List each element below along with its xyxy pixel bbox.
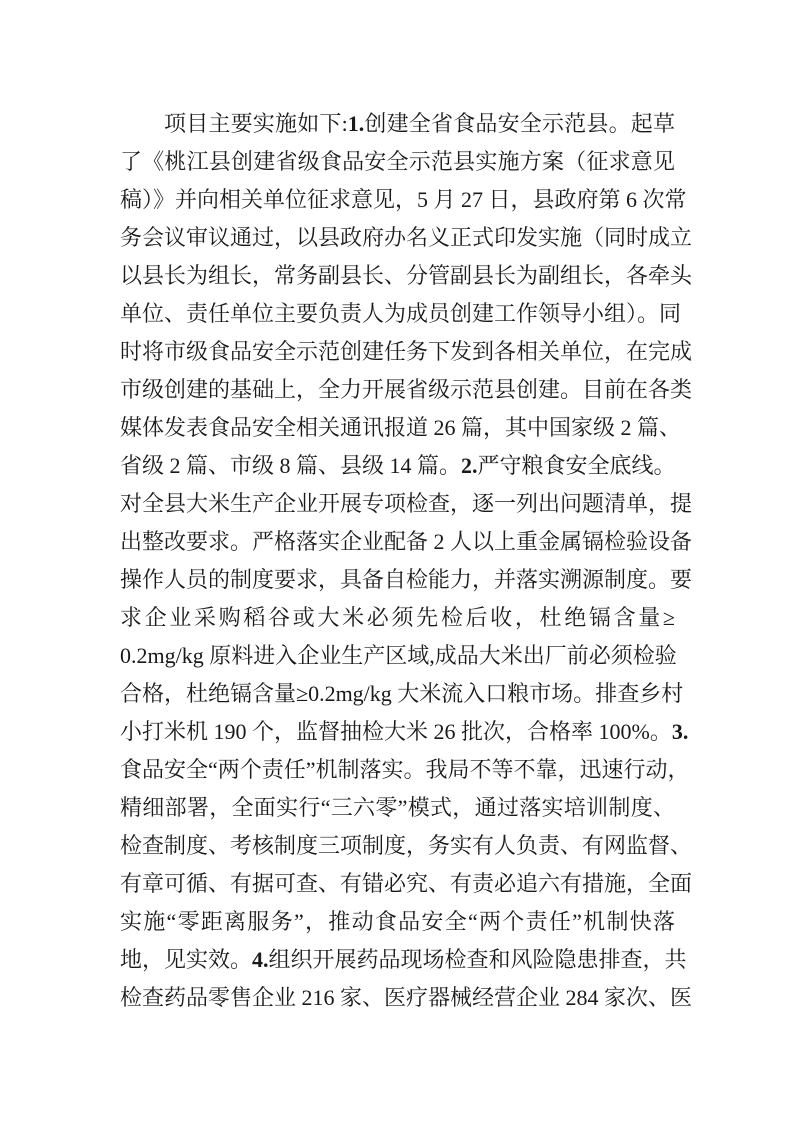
document-line xyxy=(120,485,693,523)
document-line xyxy=(120,409,682,447)
document-line xyxy=(120,181,687,219)
document-line xyxy=(120,713,689,751)
list-item-number: 1. xyxy=(347,111,365,136)
text-segment: 以县长为组长，常务副县长、分管副县长为副组长，各牵头 xyxy=(120,263,693,288)
document-line xyxy=(120,371,693,409)
document-line xyxy=(120,143,675,181)
text-segment: 小打米机 190 个，监督抽检大米 26 批次，合格率 100%。 xyxy=(120,719,672,744)
text-segment: 检查制度、考核制度三项制度，务实有人负责、有网监督、 xyxy=(120,833,693,858)
text-segment: 食品安全“两个责任”机制落实。我局不等不靠，迅速行动， xyxy=(120,757,690,782)
text-segment: 地，见实效。 xyxy=(120,947,253,972)
document-line xyxy=(120,599,675,637)
text-segment: 省级 2 篇、市级 8 篇、县级 14 篇。 xyxy=(120,453,462,478)
text-segment: 组织开展药品现场检查和风险隐患排查，共 xyxy=(268,947,687,972)
document-line xyxy=(120,903,675,941)
document-line xyxy=(120,447,675,485)
document-line xyxy=(120,751,690,789)
text-segment: 精细部署，全面实行“三六零”模式，通过落实培训制度、 xyxy=(120,795,675,820)
text-segment: 时将市级食品安全示范创建任务下发到各相关单位，在完成 xyxy=(120,339,693,364)
document-line xyxy=(120,257,693,295)
text-segment: 0.2mg/kg 原料进入企业生产区域,成品大米出厂前必须检验 xyxy=(120,643,677,668)
document-line xyxy=(120,561,693,599)
text-segment: 操作人员的制度要求，具备自检能力，并落实溯源制度。要 xyxy=(120,567,693,592)
text-segment: 媒体发表食品安全相关通讯报道 26 篇，其中国家级 2 篇、 xyxy=(120,415,682,440)
text-segment: 有章可循、有据可查、有错必究、有责必追六有措施，全面 xyxy=(120,871,693,896)
list-item-number: 2. xyxy=(461,453,478,478)
document-line xyxy=(120,941,687,979)
text-segment: 了《桃江县创建省级食品安全示范县实施方案（征求意见 xyxy=(120,149,675,174)
text-segment: 合格，杜绝镉含量≥0.2mg/kg 大米流入口粮市场。排查乡村 xyxy=(120,681,684,706)
document-line xyxy=(120,105,675,143)
text-segment: 出整改要求。严格落实企业配备 2 人以上重金属镉检验设备 xyxy=(120,529,693,554)
text-segment: 严守粮食安全底线。 xyxy=(477,453,676,478)
text-segment: 对全县大米生产企业开展专项检查，逐一列出问题清单，提 xyxy=(120,491,693,516)
text-segment: 项目主要实施如下: xyxy=(164,111,348,136)
text-segment: 单位、责任单位主要负责人为成员创建工作领导小组）。同 xyxy=(120,301,682,326)
document-lines xyxy=(120,105,693,1017)
text-segment: 求企业采购稻谷或大米必须先检后收，杜绝镉含量≥ xyxy=(120,605,675,630)
text-segment: 创建全省食品安全示范县。起草 xyxy=(364,111,675,136)
document-line xyxy=(120,675,684,713)
text-segment: 务会议审议通过，以县政府办名义正式印发实施（同时成立 xyxy=(120,225,693,250)
text-segment: 稿）》并向相关单位征求意见，5 月 27 日，县政府第 6 次常 xyxy=(120,187,687,212)
list-item-number: 4. xyxy=(252,947,269,972)
text-segment: 实施“零距离服务”，推动食品安全“两个责任”机制快落 xyxy=(120,909,675,934)
document-line xyxy=(120,637,675,675)
document-line xyxy=(120,789,675,827)
text-segment: 市级创建的基础上，全力开展省级示范县创建。目前在各类 xyxy=(120,377,693,402)
text-segment: 检查药品零售企业 216 家、医疗器械经营企业 284 家次、医 xyxy=(120,985,693,1010)
document-line xyxy=(120,865,693,903)
document-line xyxy=(120,219,693,257)
document-line xyxy=(120,295,682,333)
document-line xyxy=(120,979,693,1017)
list-item-number: 3. xyxy=(671,719,689,744)
document-line xyxy=(120,333,693,371)
document-line xyxy=(120,827,693,865)
document-line xyxy=(120,523,693,561)
